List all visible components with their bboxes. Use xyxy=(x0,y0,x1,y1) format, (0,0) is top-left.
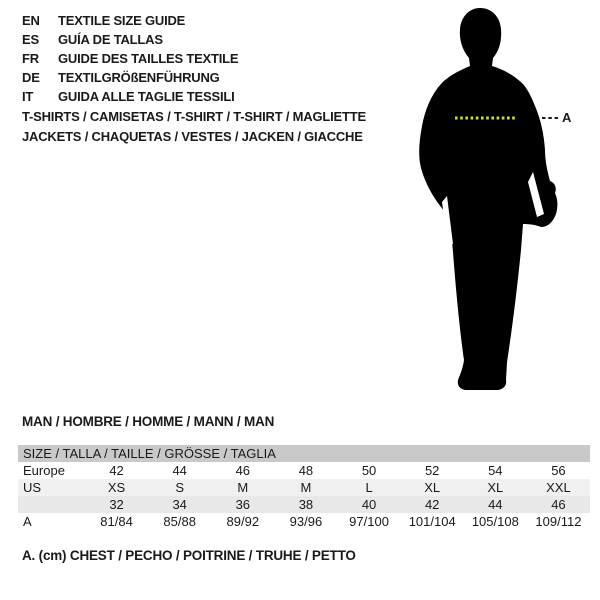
language-code: IT xyxy=(22,89,34,104)
table-cell: S xyxy=(175,480,185,495)
table-cell: 89/92 xyxy=(226,514,260,529)
table-cell: XS xyxy=(107,480,126,495)
row-label: A xyxy=(23,514,32,529)
language-label: TEXTILE SIZE GUIDE xyxy=(58,13,186,28)
table-cell: XL xyxy=(424,480,441,495)
table-cell: 105/108 xyxy=(471,514,519,529)
category-line-jackets: JACKETS / CHAQUETAS / VESTES / JACKEN / GIACCHE xyxy=(22,129,363,144)
table-row-numeric xyxy=(18,496,590,513)
table-cell: 44 xyxy=(172,463,187,478)
table-cell: 56 xyxy=(551,463,566,478)
language-code: DE xyxy=(22,70,40,85)
section-title-man: MAN / HOMBRE / HOMME / MANN / MAN xyxy=(22,414,275,429)
table-cell: 50 xyxy=(361,463,377,478)
table-cell: 109/112 xyxy=(535,514,582,529)
table-cell: 46 xyxy=(235,463,251,478)
language-code: FR xyxy=(22,51,39,66)
table-cell: 40 xyxy=(361,497,377,512)
table-cell: 46 xyxy=(551,497,566,512)
language-label: GUIDE DES TAILLES TEXTILE xyxy=(58,51,239,66)
table-cell: 44 xyxy=(488,497,503,512)
table-cell: 32 xyxy=(109,497,124,512)
row-label: US xyxy=(23,480,42,495)
table-cell: 36 xyxy=(235,497,251,512)
chest-measure-footnote: A. (cm) CHEST / PECHO / POITRINE / TRUHE / PETTO xyxy=(22,548,356,563)
table-row-us xyxy=(18,479,590,496)
table-cell: 81/84 xyxy=(100,514,133,529)
language-code: EN xyxy=(22,13,40,28)
table-cell: XL xyxy=(487,480,504,495)
table-cell: M xyxy=(237,480,249,495)
table-cell: 97/100 xyxy=(349,514,389,529)
row-label: Europe xyxy=(23,463,65,478)
size-table-header: SIZE / TALLA / TAILLE / GRÖSSE / TAGLIA xyxy=(18,445,590,462)
language-label: GUIDA ALLE TAGLIE TESSILI xyxy=(58,89,235,104)
table-cell: M xyxy=(300,480,312,495)
table-cell: XXL xyxy=(546,480,571,495)
row-label xyxy=(18,496,85,513)
language-label: GUÍA DE TALLAS xyxy=(58,32,163,47)
table-cell: 52 xyxy=(424,463,440,478)
table-cell: L xyxy=(365,480,373,495)
table-cell: 42 xyxy=(109,463,124,478)
language-label: TEXTILGRÖßENFÜHRUNG xyxy=(58,70,220,85)
table-cell: 54 xyxy=(488,463,503,478)
language-code: ES xyxy=(22,32,39,47)
table-cell: 38 xyxy=(298,497,314,512)
measure-point-a-label: A xyxy=(562,110,572,125)
table-cell: 93/96 xyxy=(289,514,323,529)
table-row-chest-a xyxy=(18,513,590,530)
table-row-europe xyxy=(18,462,590,479)
table-cell: 48 xyxy=(298,463,314,478)
table-cell: 101/104 xyxy=(408,514,456,529)
category-line-tshirts: T-SHIRTS / CAMISETAS / T-SHIRT / T-SHIRT / MAGLIETTE xyxy=(22,109,366,124)
table-cell: 34 xyxy=(172,497,187,512)
size-table xyxy=(18,445,590,530)
table-cell: 85/88 xyxy=(163,514,196,529)
table-cell: 42 xyxy=(424,497,440,512)
